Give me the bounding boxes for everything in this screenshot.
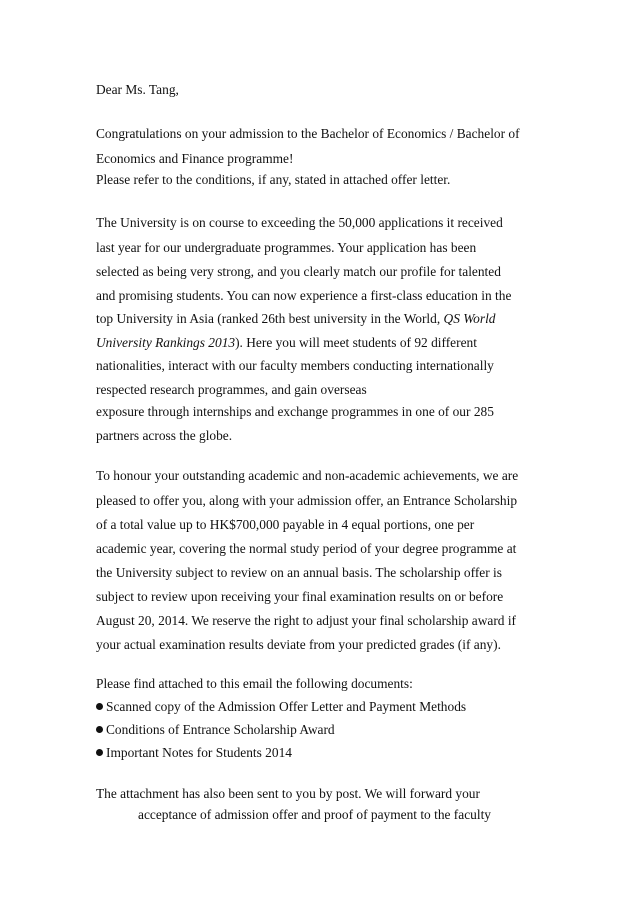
scholarship-line-3: of a total value up to HK$700,000 payable in 4 equal portions, one per (96, 517, 475, 532)
bullet-icon (96, 749, 103, 756)
closing-line-1: The attachment has also been sent to you by post. We will forward your (96, 786, 480, 801)
attachment-item (96, 745, 292, 761)
university-line-9: exposure through internships and exchange programmes in one of our 285 (96, 404, 494, 419)
university-line-5-text: top University in Asia (ranked 26th best university in the World, (96, 311, 444, 326)
university-line-2: last year for our undergraduate programmes. Your application has been (96, 240, 477, 255)
university-line-6 (96, 335, 477, 351)
bullet-icon (96, 726, 103, 733)
attachment-item-label: Scanned copy of the Admission Offer Letter and Payment Methods (106, 699, 467, 714)
university-line-5 (96, 311, 496, 327)
university-line-3: selected as being very strong, and you clearly match our profile for talented (96, 264, 501, 279)
congrats-line-3: Please refer to the conditions, if any, stated in attached offer letter. (96, 172, 451, 187)
university-line-6-text: ). Here you will meet students of 92 different (235, 335, 477, 350)
scholarship-line-1: To honour your outstanding academic and non-academic achievements, we are (96, 468, 519, 483)
salutation: Dear Ms. Tang, (96, 82, 179, 97)
attachments-intro: Please find attached to this email the following documents: (96, 676, 413, 691)
university-line-1: The University is on course to exceeding the 50,000 applications it received (96, 215, 503, 230)
university-line-10: partners across the globe. (96, 428, 233, 443)
attachment-item (96, 722, 335, 738)
ranking-source-2: University Rankings 2013 (96, 335, 236, 350)
bullet-icon (96, 703, 103, 710)
scholarship-line-7: August 20, 2014. We reserve the right to adjust your final scholarship award if (96, 613, 517, 628)
scholarship-line-5: the University subject to review on an annual basis. The scholarship offer is (96, 565, 502, 580)
university-line-4: and promising students. You can now experience a first-class education in the (96, 288, 512, 303)
scholarship-line-6: subject to review upon receiving your final examination results on or before (96, 589, 504, 604)
closing-line-2: acceptance of admission offer and proof of payment to the faculty (138, 807, 491, 822)
university-line-8: respected research programmes, and gain overseas (96, 382, 367, 397)
congrats-line-1: Congratulations on your admission to the Bachelor of Economics / Bachelor of (96, 126, 520, 141)
attachment-item-label: Conditions of Entrance Scholarship Award (106, 722, 335, 737)
congrats-line-2: Economics and Finance programme! (96, 151, 294, 166)
scholarship-line-4: academic year, covering the normal study period of your degree programme at (96, 541, 517, 556)
attachment-item-label: Important Notes for Students 2014 (106, 745, 292, 760)
attachment-item (96, 699, 466, 715)
university-line-7: nationalities, interact with our faculty members conducting internationally (96, 358, 494, 373)
scholarship-line-8: your actual examination results deviate from your predicted grades (if any). (96, 637, 501, 652)
ranking-source-1: QS World (443, 311, 496, 326)
scholarship-line-2: pleased to offer you, along with your admission offer, an Entrance Scholarship (96, 493, 518, 508)
